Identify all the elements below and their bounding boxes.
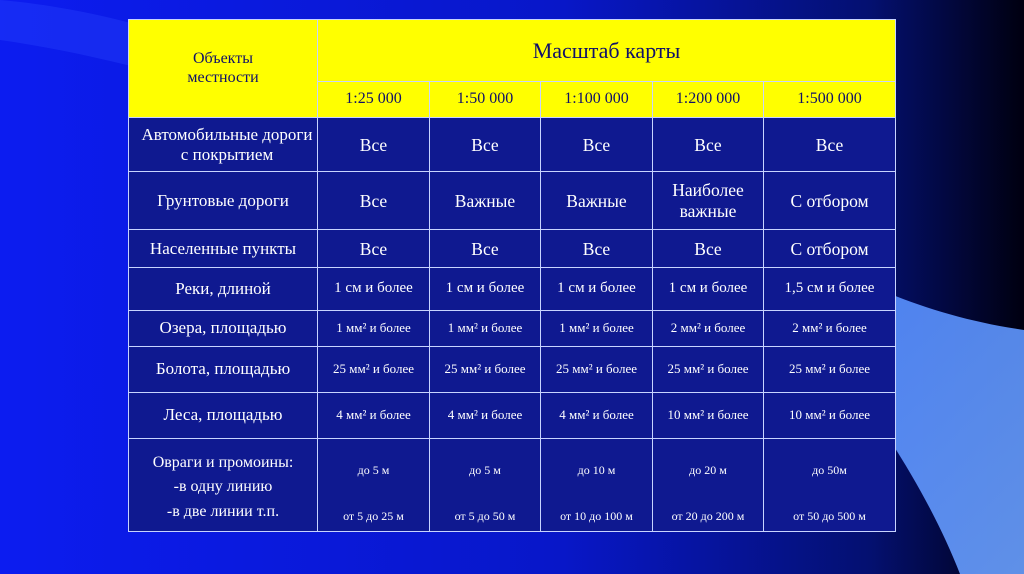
table-cell [430,438,541,531]
table-cell: 25 мм² и более [764,346,896,392]
table-cell: 4 мм² и более [318,392,430,438]
table-row [129,346,896,392]
table-cell: Наиболее важные [653,172,764,230]
table-cell: 10 мм² и более [764,392,896,438]
table-cell: Все [541,230,653,268]
table-cell: Важные [430,172,541,230]
table-cell: 10 мм² и более [653,392,764,438]
table-cell: С отбором [764,230,896,268]
table-cell: 25 мм² и более [318,346,430,392]
header-objects: Объекты местности [129,20,318,118]
row-object: Леса, площадью [129,392,318,438]
table-cell: С отбором [764,172,896,230]
row-object: Озера, площадью [129,310,318,346]
table-cell [318,438,430,531]
row-object: Реки, длиной [129,268,318,310]
ravines-one-line-label: -в одну линию [173,478,273,496]
scale-header: 1:50 000 [430,82,541,118]
one-line-value: до 5 м [357,462,390,477]
table-cell: 25 мм² и более [430,346,541,392]
row-object: Грунтовые дороги [129,172,318,230]
table-cell: 1 см и более [541,268,653,310]
scale-header: 1:25 000 [318,82,430,118]
table-cell: 1,5 см и более [764,268,896,310]
header-map-scale: Масштаб карты [318,20,896,82]
one-line-value: до 10 м [577,462,616,477]
table-cell: 25 мм² и более [541,346,653,392]
scale-header: 1:200 000 [653,82,764,118]
table-row [129,172,896,230]
table-cell: 1 мм² и более [541,310,653,346]
scale-header: 1:100 000 [541,82,653,118]
table-cell: 4 мм² и более [430,392,541,438]
table-row [129,118,896,172]
table-cell: Все [541,118,653,172]
table-row [129,230,896,268]
table-row [129,438,896,531]
two-lines-value: от 5 до 25 м [343,509,404,524]
row-object: Автомобильные дороги с покрытием [129,118,318,172]
table-cell: Все [653,230,764,268]
table-cell: 1 см и более [653,268,764,310]
table-cell: Все [318,172,430,230]
one-line-value: до 5 м [469,462,501,477]
row-object: Болота, площадью [129,346,318,392]
table-cell: 4 мм² и более [541,392,653,438]
table-cell: Все [764,118,896,172]
row-object: Населенные пункты [129,230,318,268]
ravines-label: Овраги и промоины: [152,453,294,471]
table-cell [764,438,896,531]
table-cell: Все [653,118,764,172]
table-cell: 2 мм² и более [764,310,896,346]
table-cell: Все [318,230,430,268]
table-cell: 1 см и более [318,268,430,310]
table-cell: Все [430,118,541,172]
table-row [129,310,896,346]
scale-header: 1:500 000 [764,82,896,118]
table-cell: Все [318,118,430,172]
one-line-value: до 20 м [689,462,727,477]
table-row [129,392,896,438]
table-cell: 25 мм² и более [653,346,764,392]
table-cell: Важные [541,172,653,230]
table-cell [653,438,764,531]
two-lines-value: от 50 до 500 м [793,509,866,524]
table-cell [541,438,653,531]
table-row [129,268,896,310]
ravines-two-lines-label: -в две линии т.п. [166,503,280,521]
table-cell: 1 мм² и более [430,310,541,346]
table-cell: 1 см и более [430,268,541,310]
two-lines-value: от 10 до 100 м [560,509,633,524]
table-cell: Все [430,230,541,268]
map-scale-table [128,19,896,532]
two-lines-value: от 20 до 200 м [671,509,745,524]
row-object-ravines [129,438,318,531]
table-cell: 2 мм² и более [653,310,764,346]
table-cell: 1 мм² и более [318,310,430,346]
two-lines-value: от 5 до 50 м [454,509,516,524]
one-line-value: до 50м [812,462,847,477]
